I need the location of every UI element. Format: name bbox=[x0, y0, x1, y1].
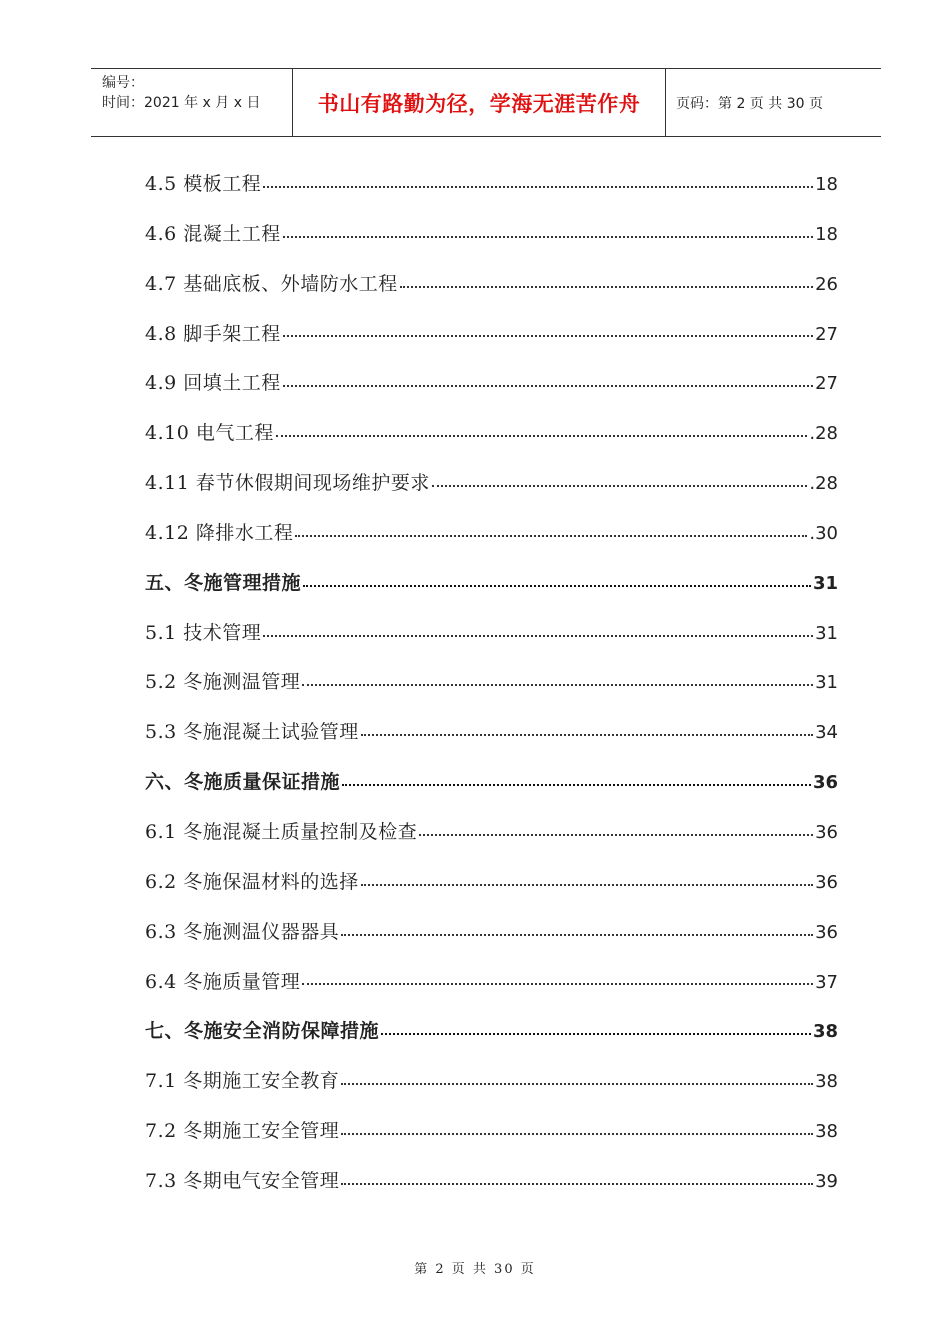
toc-entry[interactable] bbox=[145, 359, 838, 409]
toc-entry-page: 36 bbox=[812, 772, 838, 794]
toc-entry-page: 38 bbox=[815, 1071, 838, 1093]
toc-entry-label: 七、冬施安全消防保障措施 bbox=[145, 1020, 380, 1043]
toc-entry-label: 6.1 冬施混凝土质量控制及检查 bbox=[145, 820, 418, 843]
toc-leader-dots bbox=[263, 186, 813, 188]
toc-entry[interactable] bbox=[145, 1157, 838, 1207]
toc-leader-dots bbox=[341, 934, 813, 936]
toc-leader-dots bbox=[283, 335, 813, 337]
page-footer: 第 2 页 共 30 页 bbox=[414, 1262, 536, 1277]
toc-entry-label: 4.12 降排水工程 bbox=[145, 521, 294, 544]
toc-leader-dots bbox=[283, 236, 813, 238]
toc-entry[interactable] bbox=[145, 1107, 838, 1157]
toc-entry[interactable] bbox=[145, 509, 838, 559]
toc-entry-label: 4.6 混凝土工程 bbox=[145, 222, 281, 245]
toc-entry-page: 36 bbox=[815, 921, 838, 943]
toc-entry-page: .30 bbox=[809, 522, 838, 544]
toc-entry-label: 7.1 冬期施工安全教育 bbox=[145, 1070, 340, 1093]
toc-leader-dots bbox=[263, 635, 813, 637]
toc-entry[interactable] bbox=[145, 160, 838, 210]
toc-entry-label: 4.7 基础底板、外墙防水工程 bbox=[145, 272, 398, 295]
header-page-info: 页码：第 2 页 共 30 页 bbox=[676, 95, 823, 112]
toc-entry-page: 34 bbox=[815, 722, 838, 744]
toc-chapter-entry[interactable] bbox=[145, 758, 838, 808]
toc-entry-page: 38 bbox=[812, 1021, 838, 1043]
toc-entry-page: 36 bbox=[815, 871, 838, 893]
toc-leader-dots bbox=[341, 1133, 813, 1135]
toc-leader-dots bbox=[276, 435, 808, 437]
toc-entry-label: 4.10 电气工程 bbox=[145, 422, 274, 445]
toc-leader-dots bbox=[400, 286, 813, 288]
toc-entry[interactable] bbox=[145, 260, 838, 310]
toc-leader-dots bbox=[342, 784, 811, 786]
toc-entry-page: .28 bbox=[809, 423, 838, 445]
toc-entry-page: 36 bbox=[815, 821, 838, 843]
toc-entry-page: 37 bbox=[815, 971, 838, 993]
time-label: 时间：2021 年 x 月 x 日 bbox=[102, 95, 261, 111]
toc-entry-label: 5.3 冬施混凝土试验管理 bbox=[145, 721, 359, 744]
toc-leader-dots bbox=[302, 684, 813, 686]
toc-entry-page: 31 bbox=[815, 672, 838, 694]
header-motto: 书山有路勤为径，学海无涯苦作舟 bbox=[293, 69, 666, 136]
toc-leader-dots bbox=[432, 485, 808, 487]
toc-entry-label: 六、冬施质量保证措施 bbox=[145, 771, 341, 794]
toc-entry-label: 7.3 冬期电气安全管理 bbox=[145, 1169, 340, 1192]
toc-leader-dots bbox=[295, 535, 807, 537]
toc-entry[interactable] bbox=[145, 210, 838, 260]
table-of-contents bbox=[145, 160, 838, 1207]
toc-leader-dots bbox=[361, 884, 813, 886]
toc-leader-dots bbox=[302, 983, 813, 985]
toc-entry[interactable] bbox=[145, 310, 838, 360]
toc-entry[interactable] bbox=[145, 409, 838, 459]
toc-entry-label: 6.4 冬施质量管理 bbox=[145, 970, 301, 993]
toc-entry[interactable] bbox=[145, 858, 838, 908]
toc-entry[interactable] bbox=[145, 708, 838, 758]
header-meta bbox=[91, 69, 293, 136]
toc-entry-page: 18 bbox=[815, 174, 838, 195]
toc-entry[interactable] bbox=[145, 908, 838, 958]
toc-entry-label: 6.3 冬施测温仪器器具 bbox=[145, 920, 340, 943]
toc-leader-dots bbox=[341, 1083, 813, 1085]
number-label: 编号： bbox=[102, 75, 144, 91]
toc-chapter-entry[interactable] bbox=[145, 559, 838, 609]
toc-entry-page: 38 bbox=[815, 1121, 838, 1143]
toc-entry-label: 4.5 模板工程 bbox=[145, 173, 262, 195]
toc-entry-page: 27 bbox=[815, 373, 838, 395]
toc-leader-dots bbox=[381, 1033, 811, 1035]
toc-entry-page: 39 bbox=[815, 1170, 838, 1192]
toc-leader-dots bbox=[303, 585, 811, 587]
toc-leader-dots bbox=[341, 1183, 813, 1185]
toc-entry-label: 4.9 回填土工程 bbox=[145, 372, 281, 395]
toc-entry[interactable] bbox=[145, 658, 838, 708]
toc-entry-page: 31 bbox=[815, 622, 838, 644]
toc-entry-label: 5.2 冬施测温管理 bbox=[145, 671, 301, 694]
toc-entry-label: 7.2 冬期施工安全管理 bbox=[145, 1120, 340, 1143]
toc-entry-page: 27 bbox=[815, 323, 838, 345]
toc-entry-label: 5.1 技术管理 bbox=[145, 621, 262, 644]
toc-leader-dots bbox=[419, 834, 813, 836]
page-header bbox=[91, 68, 881, 137]
toc-leader-dots bbox=[361, 734, 813, 736]
toc-chapter-entry[interactable] bbox=[145, 1007, 838, 1057]
toc-entry[interactable] bbox=[145, 958, 838, 1008]
toc-entry-page: .28 bbox=[809, 473, 838, 495]
toc-entry-page: 18 bbox=[815, 223, 838, 245]
toc-entry-label: 五、冬施管理措施 bbox=[145, 571, 302, 594]
toc-entry-page: 31 bbox=[812, 572, 838, 594]
toc-entry[interactable] bbox=[145, 459, 838, 509]
toc-leader-dots bbox=[283, 385, 813, 387]
toc-entry-label: 6.2 冬施保温材料的选择 bbox=[145, 870, 359, 893]
toc-entry[interactable] bbox=[145, 808, 838, 858]
toc-entry-label: 4.8 脚手架工程 bbox=[145, 322, 281, 345]
toc-entry-label: 4.11 春节休假期间现场维护要求 bbox=[145, 472, 430, 495]
toc-entry[interactable] bbox=[145, 609, 838, 659]
toc-entry[interactable] bbox=[145, 1057, 838, 1107]
toc-entry-page: 26 bbox=[815, 273, 838, 295]
